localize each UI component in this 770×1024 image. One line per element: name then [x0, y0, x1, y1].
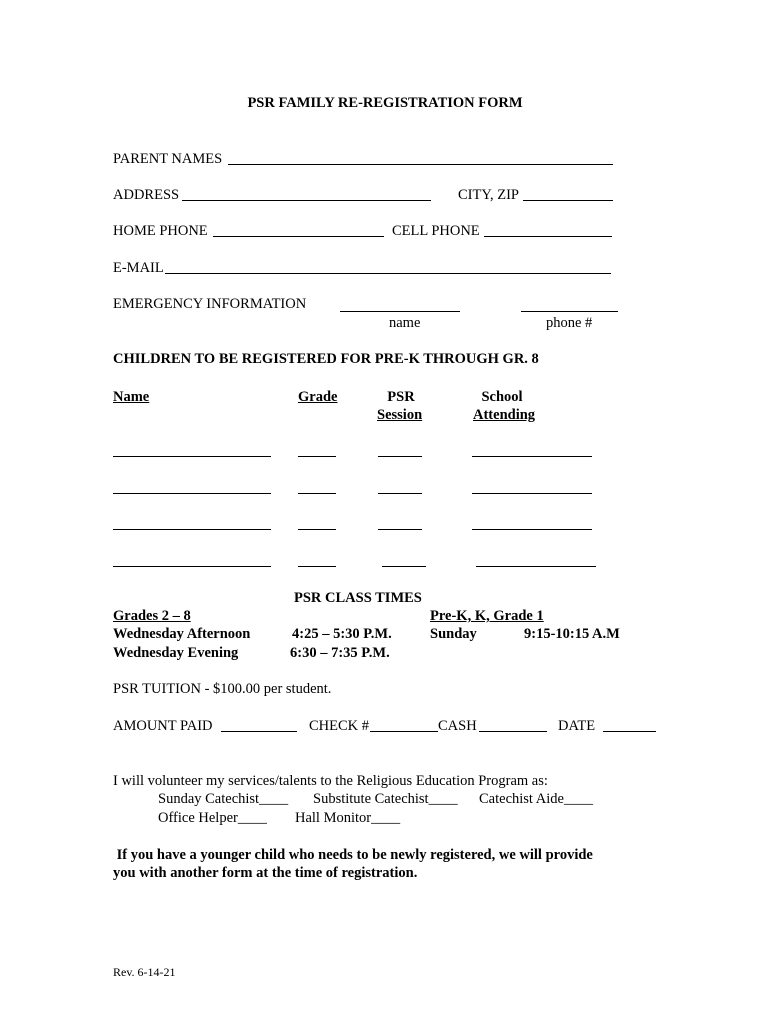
class-times-heading: PSR CLASS TIMES [294, 590, 422, 606]
child-grade-field[interactable] [298, 456, 336, 457]
tuition-text: PSR TUITION - $100.00 per student. [113, 681, 332, 697]
child-session-field[interactable] [378, 529, 422, 530]
home-phone-label: HOME PHONE [113, 223, 208, 239]
col-school-header-2: Attending [473, 407, 536, 423]
sunday-label: Sunday [430, 626, 477, 642]
emergency-phone-field[interactable] [521, 311, 618, 312]
child-session-field[interactable] [382, 566, 426, 567]
email-field[interactable] [165, 273, 611, 274]
child-school-field[interactable] [476, 566, 596, 567]
revision-footer: Rev. 6-14-21 [113, 965, 176, 979]
email-label: E-MAIL [113, 260, 164, 276]
child-grade-field[interactable] [298, 493, 336, 494]
home-phone-field[interactable] [213, 236, 384, 237]
parent-names-field[interactable] [228, 164, 613, 165]
check-field[interactable] [370, 731, 438, 732]
date-label: DATE [558, 718, 596, 734]
child-name-field[interactable] [113, 566, 271, 567]
child-grade-field[interactable] [298, 529, 336, 530]
emergency-label: EMERGENCY INFORMATION [113, 296, 307, 312]
cell-phone-label: CELL PHONE [392, 223, 480, 239]
child-name-field[interactable] [113, 529, 271, 530]
col-session-header-2: Session [377, 407, 423, 423]
child-school-field[interactable] [472, 493, 592, 494]
catechist-aide-option[interactable]: Catechist Aide____ [479, 791, 593, 807]
sunday-time: 9:15-10:15 A.M [524, 626, 620, 642]
amount-paid-label: AMOUNT PAID [113, 718, 213, 734]
child-school-field[interactable] [472, 456, 592, 457]
child-name-field[interactable] [113, 493, 271, 494]
city-zip-field[interactable] [523, 200, 613, 201]
prek-k-grade1-heading: Pre-K, K, Grade 1 [430, 608, 544, 624]
emergency-phone-caption: phone # [546, 315, 593, 331]
emergency-name-caption: name [389, 315, 421, 331]
wednesday-afternoon-label: Wednesday Afternoon [113, 626, 251, 642]
note-line-1: If you have a younger child who needs to be newly registered, we will provide [113, 847, 593, 863]
child-grade-field[interactable] [298, 566, 336, 567]
child-session-field[interactable] [378, 456, 422, 457]
date-field[interactable] [603, 731, 656, 732]
parent-names-label: PARENT NAMES [113, 151, 223, 167]
cash-label: CASH [438, 718, 477, 734]
children-heading: CHILDREN TO BE REGISTERED FOR PRE-K THROUGH GR. 8 [113, 351, 539, 367]
wednesday-evening-label: Wednesday Evening [113, 645, 239, 661]
col-school-header-1: School [481, 389, 523, 405]
substitute-catechist-option[interactable]: Substitute Catechist____ [313, 791, 458, 807]
col-session-header-1: PSR [387, 389, 415, 405]
address-field[interactable] [182, 200, 431, 201]
wednesday-evening-time: 6:30 – 7:35 P.M. [290, 645, 390, 661]
col-grade-header: Grade [298, 389, 338, 405]
cash-field[interactable] [479, 731, 547, 732]
hall-monitor-option[interactable]: Hall Monitor____ [295, 810, 401, 826]
child-name-field[interactable] [113, 456, 271, 457]
check-label: CHECK # [309, 718, 370, 734]
note-line-2: you with another form at the time of registration. [113, 865, 418, 881]
volunteer-intro: I will volunteer my services/talents to the Religious Education Program as: [113, 773, 548, 789]
child-school-field[interactable] [472, 529, 592, 530]
city-zip-label: CITY, ZIP [458, 187, 519, 203]
cell-phone-field[interactable] [484, 236, 612, 237]
amount-paid-field[interactable] [221, 731, 297, 732]
wednesday-afternoon-time: 4:25 – 5:30 P.M. [292, 626, 392, 642]
child-session-field[interactable] [378, 493, 422, 494]
form-title: PSR FAMILY RE-REGISTRATION FORM [247, 95, 523, 111]
office-helper-option[interactable]: Office Helper____ [158, 810, 267, 826]
col-name-header: Name [113, 389, 150, 405]
address-label: ADDRESS [113, 187, 180, 203]
sunday-catechist-option[interactable]: Sunday Catechist____ [158, 791, 289, 807]
emergency-name-field[interactable] [340, 311, 460, 312]
grades-2-8-heading: Grades 2 – 8 [113, 608, 191, 624]
